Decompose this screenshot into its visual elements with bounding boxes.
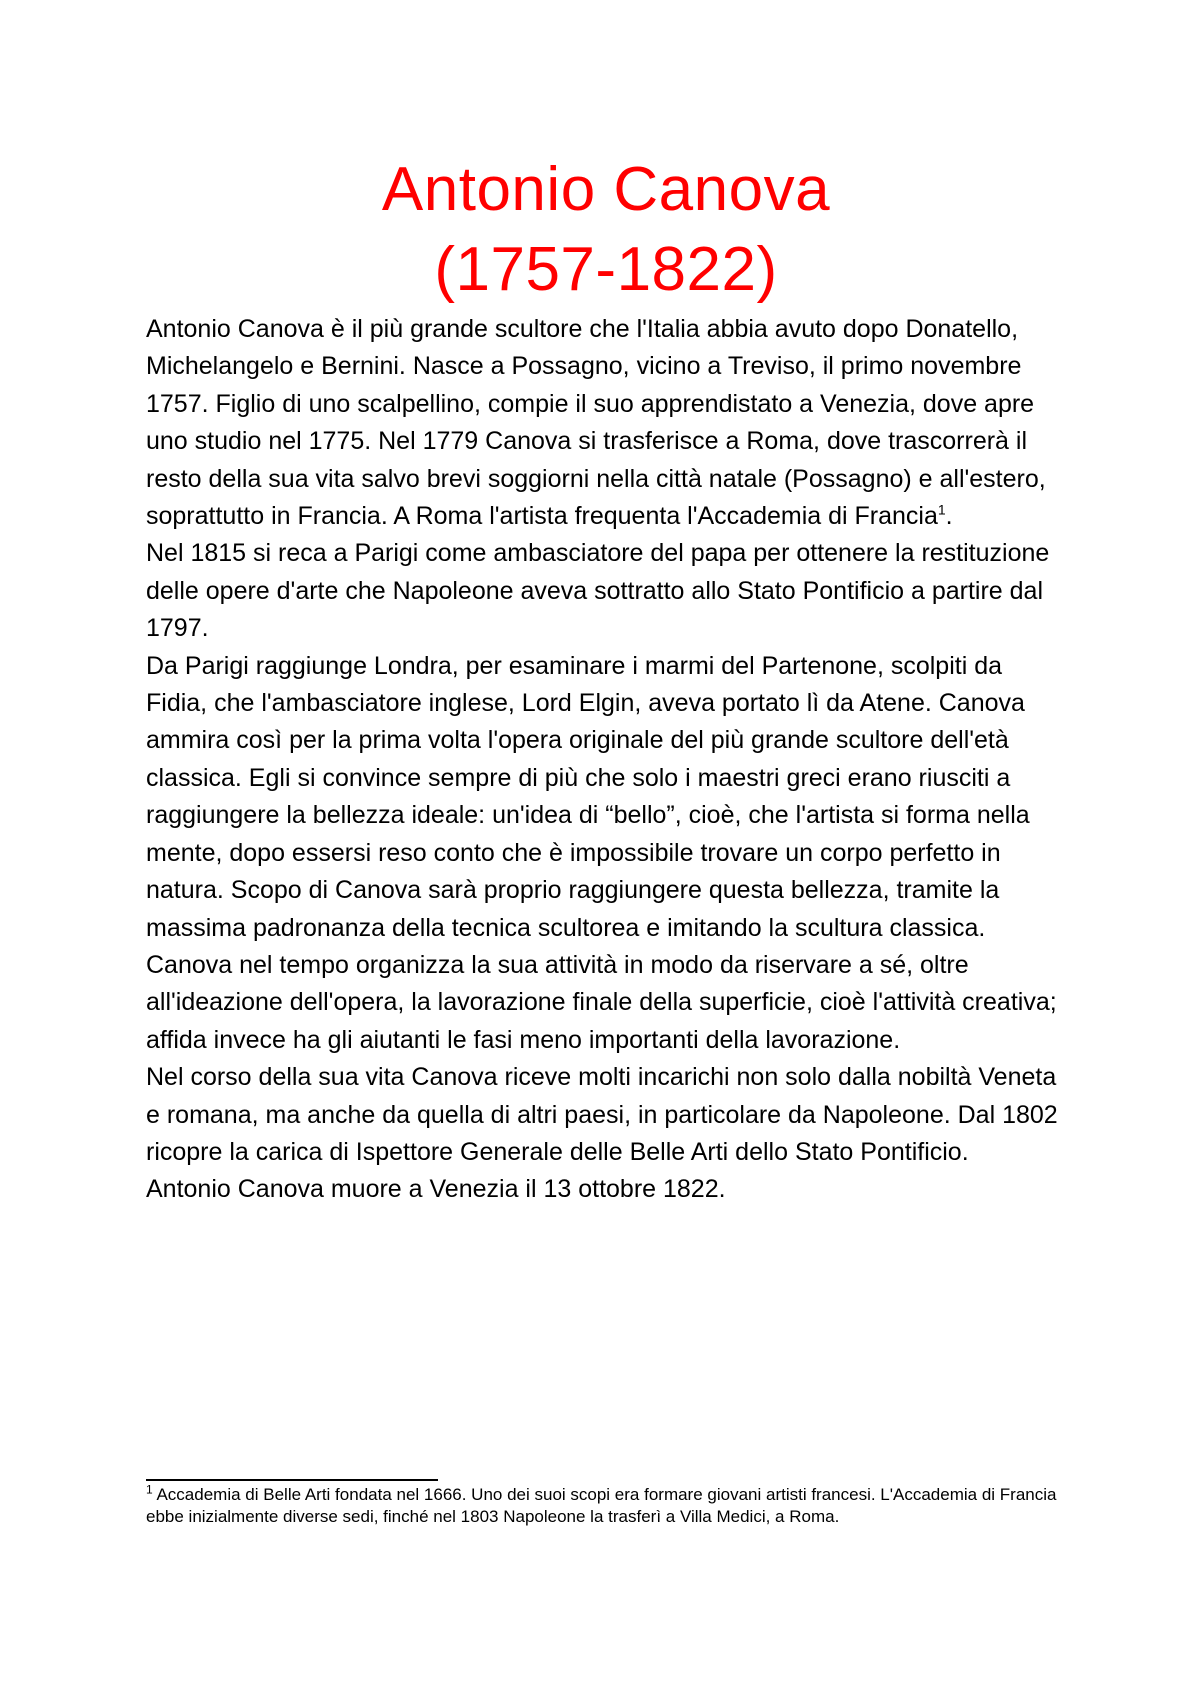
paragraph-intro — [146, 311, 1066, 535]
document-page — [146, 150, 1066, 1209]
paragraph-intro-end: . — [945, 502, 953, 531]
footnote — [146, 1484, 1066, 1528]
paragraph-intro-text: Antonio Canova è il più grande scultore che l'Italia abbia avuto dopo Donatello, Michelangelo e Bernini. Nasce a Possagno, vicino a Treviso, il primo novembre 1757. Figlio di uno scalpellino, compie il suo apprendistato a Venezia, dove apre uno studio nel 1775. Nel 1779 Canova si trasferisce a Roma, dove trascorrerà il resto della sua vita salvo brevi soggiorni nella città natale (Possagno) e all'estero, soprattutto in Francia. A Roma l'artista frequenta l'Accademia di Francia — [146, 315, 1046, 531]
paragraph-death: Antonio Canova muore a Venezia il 13 ottobre 1822. — [146, 1175, 726, 1204]
footnote-separator — [146, 1479, 438, 1481]
title-name: Antonio Canova — [381, 155, 831, 224]
paragraph-commissions: Nel corso della sua vita Canova riceve molti incarichi non solo dalla nobiltà Veneta e romana, ma anche da quella di altri paesi, in particolare da Napoleone. Dal 1802 ricopre la carica di Ispettore Generale delle Belle Arti dello Stato Pontificio. — [146, 1063, 1058, 1166]
footnote-number: 1 — [146, 1482, 153, 1497]
document-body — [146, 311, 1066, 1209]
footnote-text: Accademia di Belle Arti fondata nel 1666. Uno dei suoi scopi era formare giovani artisti francesi. L'Accademia di Francia ebbe inizialmente diverse sedi, finché nel 1803 Napoleone la trasferì a Villa Medici, a Roma. — [146, 1485, 1057, 1526]
document-title — [146, 150, 1066, 310]
paragraph-london: Da Parigi raggiunge Londra, per esaminare i marmi del Partenone, scolpiti da Fidia, che l'ambasciatore inglese, Lord Elgin, aveva portato lì da Atene. Canova ammira così per la prima volta l'opera originale del più grande scultore dell'età classica. Egli si convince sempre di più che solo i maestri greci erano riusciti a raggiungere la bellezza ideale: un'idea di “bello”, cioè, che l'artista si forma nella mente, dopo essersi reso conto che è impossibile trovare un corpo perfetto in natura. Scopo di Canova sarà proprio raggiungere questa bellezza, tramite la massima padronanza della tecnica scultorea e imitando la scultura classica. — [146, 651, 1030, 942]
title-dates: (1757-1822) — [434, 235, 778, 304]
paragraph-paris: Nel 1815 si reca a Parigi come ambasciatore del papa per ottenere la restituzione delle opere d'arte che Napoleone aveva sottratto allo Stato Pontificio a partire dal 1797. — [146, 539, 1050, 643]
footnote-reference[interactable]: 1 — [937, 501, 946, 518]
paragraph-workshop: Canova nel tempo organizza la sua attività in modo da riservare a sé, oltre all'ideazione dell'opera, la lavorazione finale della superficie, cioè l'attività creativa; affida invece ha gli aiutanti le fasi meno importanti della lavorazione. — [146, 950, 1057, 1054]
